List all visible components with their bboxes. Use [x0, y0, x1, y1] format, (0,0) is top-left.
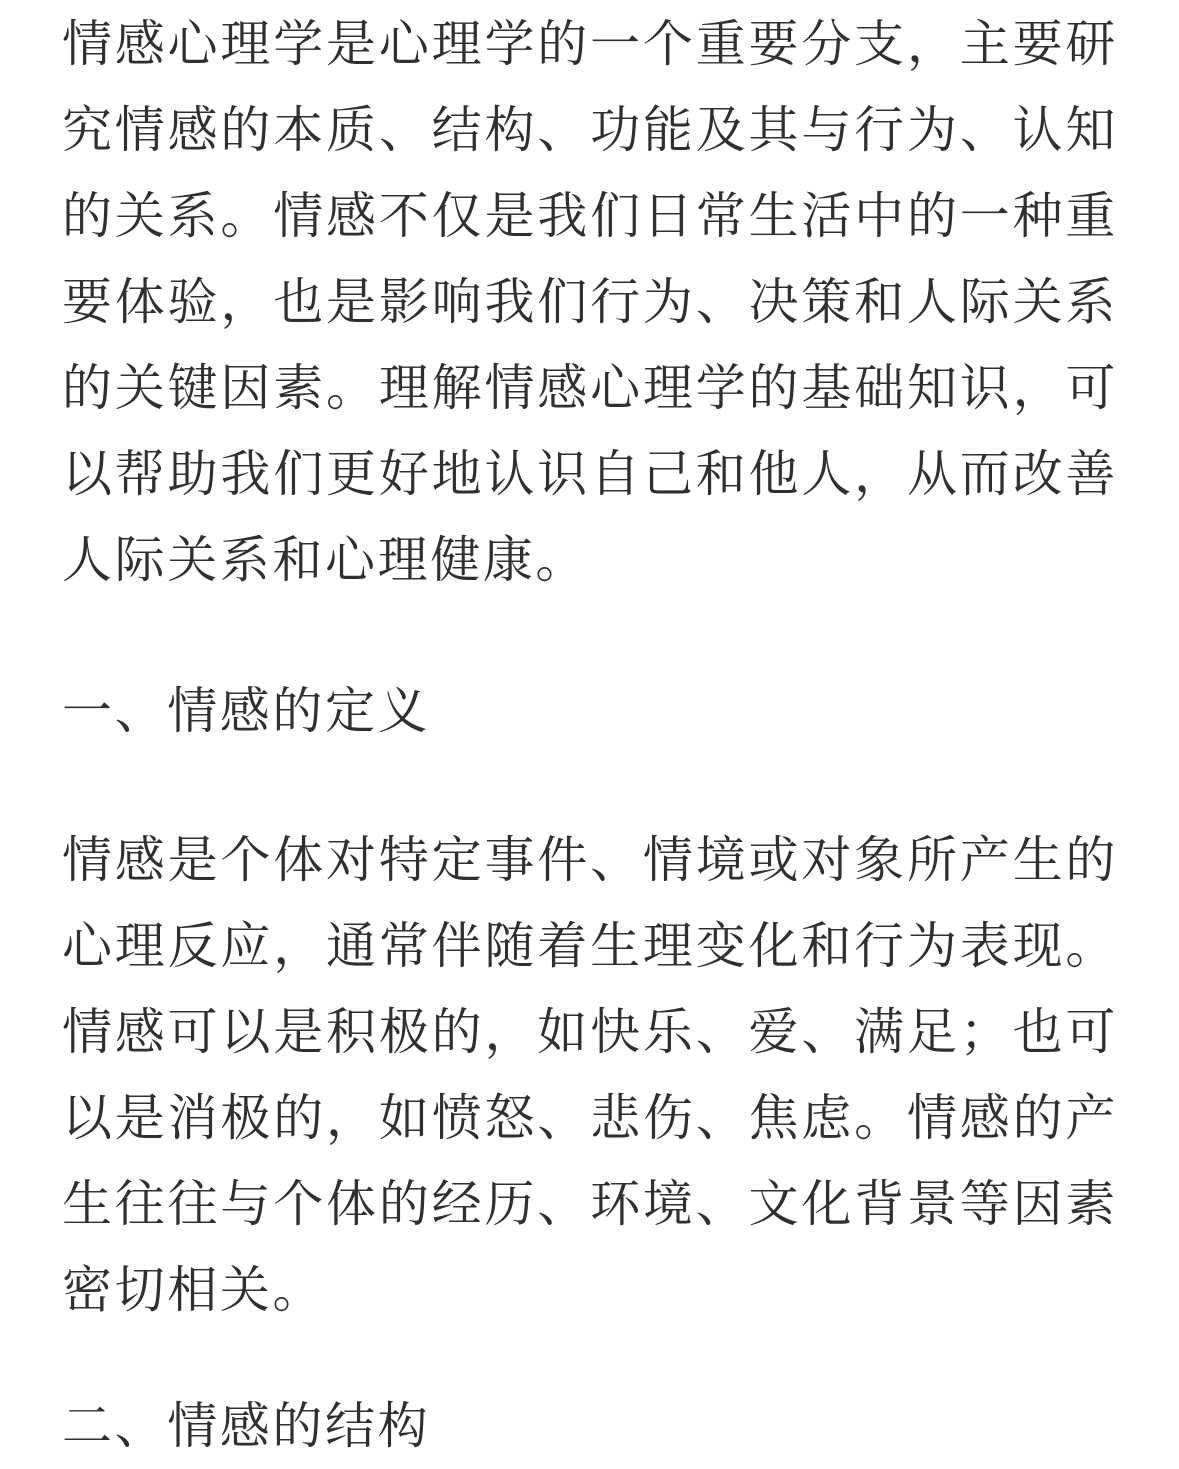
section-heading-definition: 一、情感的定义 [62, 682, 431, 740]
intro-paragraph: 情感心理学是心理学的一个重要分支，主要研究情感的本质、结构、功能及其与行为、认知的关系。情感不仅是我们日常生活中的一种重要体验，也是影响我们行为、决策和人际关系的关键因素。理解情感心理学的基础知识，可以帮助我们更好地认识自己和他人，从而改善人际关系和心理健康。 [62, 15, 1118, 589]
section-heading-structure: 二、情感的结构 [62, 1397, 431, 1455]
definition-paragraph: 情感是个体对特定事件、情境或对象所产生的心理反应，通常伴随着生理变化和行为表现。情感可以是积极的，如快乐、爱、满足；也可以是消极的，如愤怒、悲伤、焦虑。情感的产生往往与个体的经历、环境、文化背景等因素密切相关。 [62, 831, 1118, 1319]
